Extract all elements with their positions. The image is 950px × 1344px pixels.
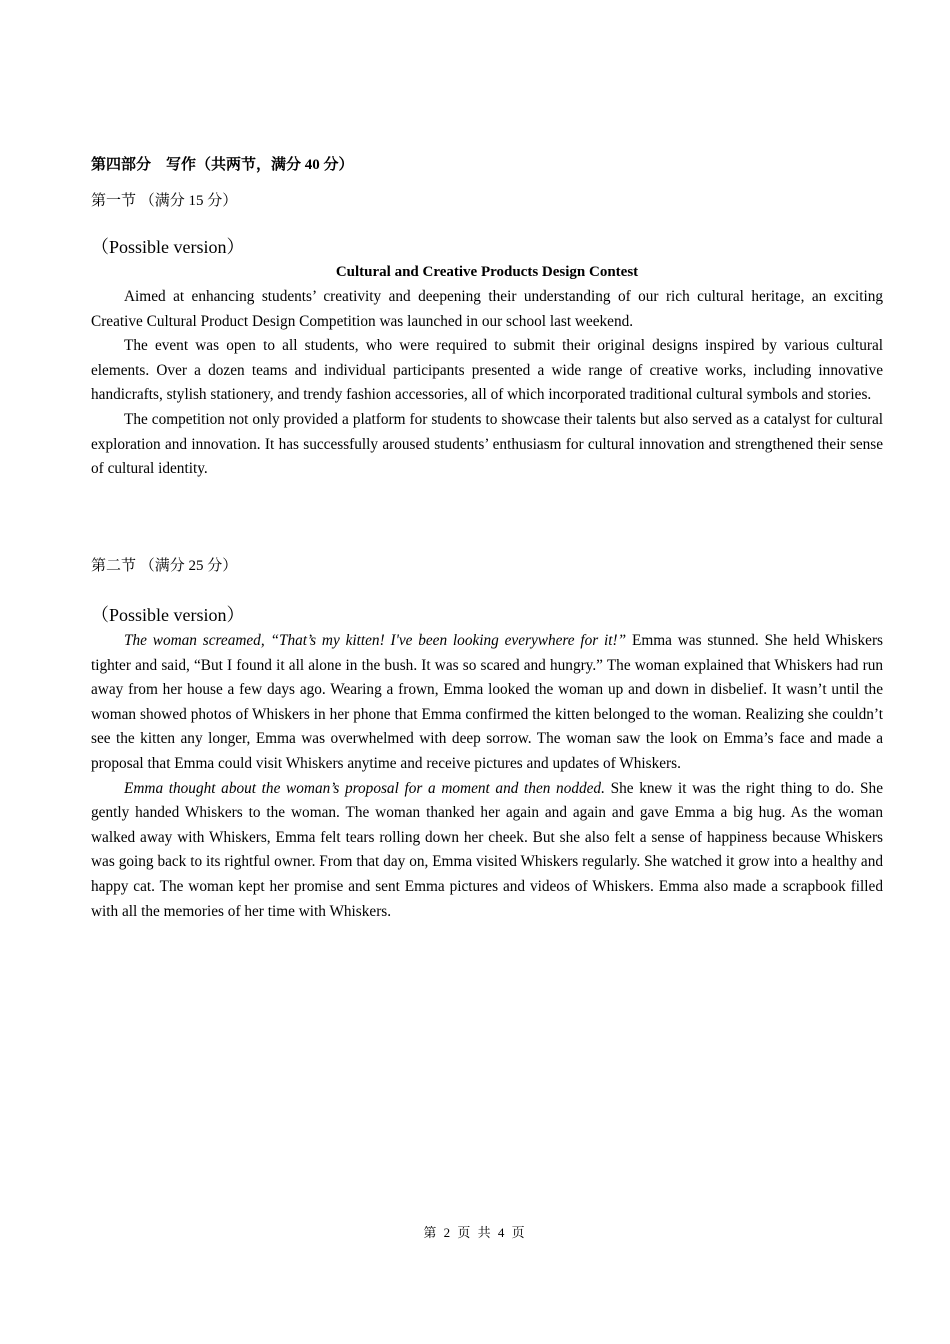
part-heading: 第四部分 写作（共两节，满分 40 分） (91, 157, 354, 173)
section-1-heading: 第一节 （满分 15 分） (91, 193, 238, 209)
essay-paragraph: The competition not only provided a platform for students to showcase their talents but also served as a catalyst for cultural exploration and innovation. It has successfully aroused students’ enthusiasm for cultural innovation and strengthened their sense of cultural identity. (91, 410, 883, 478)
essay-title: Cultural and Creative Products Design Contest (335, 264, 639, 280)
section-2-version-label: （Possible version） (91, 605, 245, 625)
story-paragraph (91, 629, 883, 777)
section-2-heading: 第二节 （满分 25 分） (91, 558, 238, 574)
story-body: Emma was stunned. She held Whiskers tighter and said, “But I found it all alone in the bush. It was so scared and hungry.” The woman explained that Whiskers had run away from her house a few days ago. Wearing a frown, Emma looked the woman up and down in disbelief. It wasn’t until the woman showed photos of Whiskers in her phone that Emma confirmed the kitten belonged to the woman. Realizing she couldn’t see the kitten any longer, Emma was overwhelmed with deep sorrow. The woman saw the look on Emma’s face and made a proposal that Emma could visit Whiskers anytime and receive pictures and updates of Whiskers. (91, 632, 883, 772)
story-lead-sentence: The woman screamed, “That’s my kitten! I've been looking everywhere for it!” (124, 632, 627, 649)
essay-paragraph: The event was open to all students, who were required to submit their original designs inspired by various cultural elements. Over a dozen teams and individual participants presented a wide range of creative works, including innovative handicrafts, stylish stationery, and trendy fashion accessories, all of which incorporated traditional cultural symbols and stories. (91, 337, 883, 404)
section-1-version-label: （Possible version） (91, 237, 245, 257)
section-1-essay (91, 285, 883, 482)
story-paragraph (91, 777, 883, 925)
page-number-footer: 第 2 页 共 4 页 (423, 1225, 527, 1240)
essay-paragraph: Aimed at enhancing students’ creativity and deepening their understanding of our rich cultural heritage, an exciting Creative Cultural Product Design Competition was launched in our school last weekend. (91, 288, 883, 330)
story-body: She knew it was the right thing to do. She gently handed Whiskers to the woman. The woman thanked her again and again and gave Emma a big hug. As the woman walked away with Whiskers, Emma felt tears rolling down her cheek. But she also felt a sense of happiness because Whiskers was going back to its rightful owner. From that day on, Emma visited Whiskers regularly. She watched it grow into a healthy and happy cat. The woman kept her promise and sent Emma pictures and videos of Whiskers. Emma also made a scrapbook filled with all the memories of her time with Whiskers. (91, 779, 883, 920)
section-2-essay (91, 629, 883, 924)
story-lead-sentence: Emma thought about the woman’s proposal for a moment and then nodded. (124, 779, 605, 797)
